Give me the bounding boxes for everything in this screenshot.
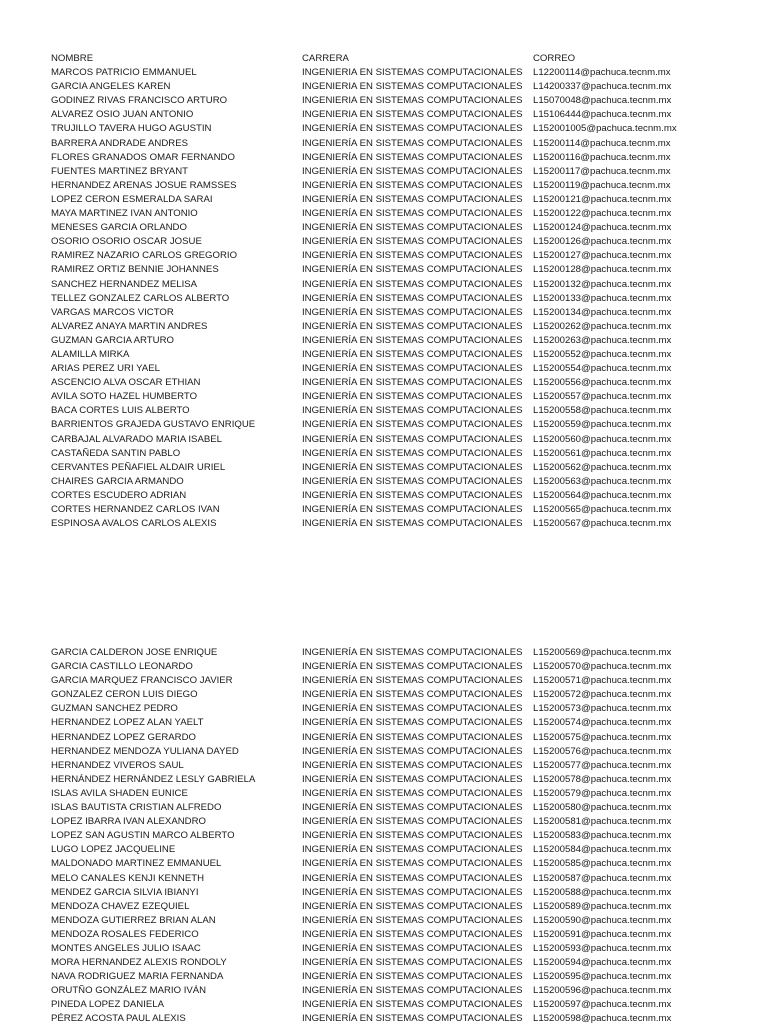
cell-nombre: HERNANDEZ VIVEROS SAUL [51,759,184,771]
cell-nombre: MELO CANALES KENJI KENNETH [51,872,205,884]
cell-carrera: INGENIERÍA EN SISTEMAS COMPUTACIONALES [302,264,523,276]
cell-correo: L15200580@pachuca.tecnm.mx [533,802,672,814]
cell-carrera: INGENIERIA EN SISTEMAS COMPUTACIONALES [302,95,523,107]
cell-carrera: INGENIERÍA EN SISTEMAS COMPUTACIONALES [302,787,523,799]
cell-correo: L15200573@pachuca.tecnm.mx [533,703,672,715]
table-row [51,984,768,998]
cell-carrera: INGENIERÍA EN SISTEMAS COMPUTACIONALES [302,689,523,701]
cell-nombre: VARGAS MARCOS VICTOR [51,306,174,318]
cell-nombre: SANCHEZ HERNANDEZ MELISA [51,278,198,290]
table-row [51,489,768,503]
cell-carrera: INGENIERÍA EN SISTEMAS COMPUTACIONALES [302,348,523,360]
cell-nombre: ESPINOSA AVALOS CARLOS ALEXIS [51,518,217,530]
table-row [51,306,768,320]
cell-nombre: GUZMAN SANCHEZ PEDRO [51,703,178,715]
cell-carrera: INGENIERÍA EN SISTEMAS COMPUTACIONALES [302,461,523,473]
cell-carrera: INGENIERÍA EN SISTEMAS COMPUTACIONALES [302,292,523,304]
cell-correo: L15200567@pachuca.tecnm.mx [533,518,672,530]
table-body-top [51,66,768,531]
cell-carrera: INGENIERÍA EN SISTEMAS COMPUTACIONALES [302,363,523,375]
cell-carrera: INGENIERÍA EN SISTEMAS COMPUTACIONALES [302,731,523,743]
table-row [51,165,768,179]
header-carrera: CARRERA [302,53,349,64]
table-row [51,857,768,871]
cell-carrera: INGENIERÍA EN SISTEMAS COMPUTACIONALES [302,377,523,389]
cell-correo: L15200133@pachuca.tecnm.mx [533,292,672,304]
cell-carrera: INGENIERIA EN SISTEMAS COMPUTACIONALES [302,67,523,79]
cell-nombre: GARCIA ANGELES KAREN [51,81,171,93]
cell-nombre: ISLAS AVILA SHADEN EUNICE [51,787,188,799]
cell-correo: L12200114@pachuca.tecnm.mx [533,67,671,79]
cell-nombre: MONTES ANGELES JULIO ISAAC [51,942,201,954]
cell-correo: L15200114@pachuca.tecnm.mx [533,137,671,149]
cell-nombre: OSORIO OSORIO OSCAR JOSUE [51,236,202,248]
cell-carrera: INGENIERÍA EN SISTEMAS COMPUTACIONALES [302,1013,523,1025]
header-nombre: NOMBRE [51,53,94,64]
cell-correo: L15200559@pachuca.tecnm.mx [533,419,672,431]
table-row [51,517,768,531]
cell-correo: L15200562@pachuca.tecnm.mx [533,461,672,473]
table-row [51,334,768,348]
cell-nombre: TELLEZ GONZALEZ CARLOS ALBERTO [51,292,230,304]
cell-nombre: ASCENCIO ALVA OSCAR ETHIAN [51,377,201,389]
cell-nombre: MENESES GARCIA ORLANDO [51,222,187,234]
cell-correo: L15200119@pachuca.tecnm.mx [533,179,671,191]
cell-correo: L15070048@pachuca.tecnm.mx [533,95,672,107]
cell-carrera: INGENIERÍA EN SISTEMAS COMPUTACIONALES [302,816,523,828]
table-row [51,801,768,815]
cell-correo: L15200585@pachuca.tecnm.mx [533,858,672,870]
table-row [51,66,768,80]
cell-correo: L15200262@pachuca.tecnm.mx [533,320,672,332]
cell-nombre: GARCIA CALDERON JOSE ENRIQUE [51,647,218,658]
table-row [51,193,768,207]
cell-nombre: ALAMILLA MIRKA [51,348,130,360]
cell-nombre: HERNANDEZ MENDOZA YULIANA DAYED [51,745,239,757]
cell-correo: L15200583@pachuca.tecnm.mx [533,830,672,842]
table-row [51,1012,768,1026]
cell-correo: L15200117@pachuca.tecnm.mx [533,165,671,177]
cell-nombre: ALVAREZ OSIO JUAN ANTONIO [51,109,194,121]
cell-nombre: CARBAJAL ALVARADO MARIA ISABEL [51,433,222,445]
cell-nombre: FLORES GRANADOS OMAR FERNANDO [51,151,235,163]
cell-carrera: INGENIERÍA EN SISTEMAS COMPUTACIONALES [302,745,523,757]
cell-correo: L15200589@pachuca.tecnm.mx [533,900,672,912]
cell-carrera: INGENIERÍA EN SISTEMAS COMPUTACIONALES [302,208,523,220]
header-row [51,52,768,66]
cell-correo: L15200563@pachuca.tecnm.mx [533,475,672,487]
table-row [51,716,768,730]
cell-nombre: RAMIREZ ORTIZ BENNIE JOHANNES [51,264,219,276]
table-row [51,646,768,660]
cell-correo: L15200597@pachuca.tecnm.mx [533,999,672,1011]
cell-nombre: CHAIRES GARCIA ARMANDO [51,475,184,487]
cell-carrera: INGENIERÍA EN SISTEMAS COMPUTACIONALES [302,661,523,673]
table-row [51,151,768,165]
cell-carrera: INGENIERÍA EN SISTEMAS COMPUTACIONALES [302,999,523,1011]
cell-carrera: INGENIERÍA EN SISTEMAS COMPUTACIONALES [302,717,523,729]
cell-nombre: TRUJILLO TAVERA HUGO AGUSTIN [51,123,212,135]
table-row [51,320,768,334]
cell-correo: L15200596@pachuca.tecnm.mx [533,985,672,997]
cell-correo: L15200570@pachuca.tecnm.mx [533,661,672,673]
header-correo: CORREO [533,53,576,64]
cell-carrera: INGENIERÍA EN SISTEMAS COMPUTACIONALES [302,222,523,234]
cell-nombre: CORTES HERNANDEZ CARLOS IVAN [51,504,220,515]
table-row [51,843,768,857]
cell-nombre: CASTAÑEDA SANTIN PABLO [51,447,181,459]
cell-nombre: MENDEZ GARCIA SILVIA IBIANYI [51,886,199,898]
table-row [51,94,768,108]
cell-nombre: BARRERA ANDRADE ANDRES [51,137,189,149]
cell-nombre: LOPEZ CERON ESMERALDA SARAI [51,193,213,205]
cell-carrera: INGENIERÍA EN SISTEMAS COMPUTACIONALES [302,334,523,346]
cell-nombre: MARCOS PATRICIO EMMANUEL [51,67,197,79]
cell-carrera: INGENIERÍA EN SISTEMAS COMPUTACIONALES [302,928,523,940]
cell-nombre: ISLAS BAUTISTA CRISTIAN ALFREDO [51,802,222,814]
cell-nombre: HERNANDEZ LOPEZ ALAN YAELT [51,717,204,729]
cell-carrera: INGENIERÍA EN SISTEMAS COMPUTACIONALES [302,419,523,431]
cell-carrera: INGENIERÍA EN SISTEMAS COMPUTACIONALES [302,858,523,870]
cell-correo: L15200579@pachuca.tecnm.mx [533,787,672,799]
cell-correo: L15200564@pachuca.tecnm.mx [533,489,672,501]
cell-correo: L15200569@pachuca.tecnm.mx [533,647,672,658]
table-row [51,815,768,829]
cell-correo: L14200337@pachuca.tecnm.mx [533,81,672,93]
table-row [51,731,768,745]
cell-correo: L15200595@pachuca.tecnm.mx [533,971,672,983]
cell-correo: L15200554@pachuca.tecnm.mx [533,363,672,375]
cell-carrera: INGENIERÍA EN SISTEMAS COMPUTACIONALES [302,137,523,149]
cell-nombre: CORTES ESCUDERO ADRIAN [51,489,187,501]
table-row [51,80,768,94]
cell-correo: L15200598@pachuca.tecnm.mx [533,1013,672,1025]
cell-nombre: HERNANDEZ LOPEZ GERARDO [51,731,196,743]
cell-correo: L15200594@pachuca.tecnm.mx [533,957,672,969]
cell-carrera: INGENIERIA EN SISTEMAS COMPUTACIONALES [302,81,523,93]
cell-nombre: MENDOZA CHAVEZ EZEQUIEL [51,900,190,912]
cell-nombre: MENDOZA GUTIERREZ BRIAN ALAN [51,914,216,926]
cell-carrera: INGENIERÍA EN SISTEMAS COMPUTACIONALES [302,151,523,163]
cell-carrera: INGENIERÍA EN SISTEMAS COMPUTACIONALES [302,518,523,530]
table-row [51,998,768,1012]
cell-correo: L152001005@pachuca.tecnm.mx [533,123,677,135]
cell-correo: L15200575@pachuca.tecnm.mx [533,731,672,743]
cell-carrera: INGENIERÍA EN SISTEMAS COMPUTACIONALES [302,504,523,515]
cell-correo: L15200128@pachuca.tecnm.mx [533,264,672,276]
table-row [51,263,768,277]
cell-correo: L15200263@pachuca.tecnm.mx [533,334,672,346]
cell-correo: L15200560@pachuca.tecnm.mx [533,433,672,445]
table-row [51,829,768,843]
cell-carrera: INGENIERÍA EN SISTEMAS COMPUTACIONALES [302,675,523,687]
cell-nombre: GONZALEZ CERON LUIS DIEGO [51,689,198,701]
cell-carrera: INGENIERÍA EN SISTEMAS COMPUTACIONALES [302,391,523,403]
cell-carrera: INGENIERÍA EN SISTEMAS COMPUTACIONALES [302,306,523,318]
cell-carrera: INGENIERÍA EN SISTEMAS COMPUTACIONALES [302,179,523,191]
cell-carrera: INGENIERÍA EN SISTEMAS COMPUTACIONALES [302,405,523,417]
table-row [51,278,768,292]
cell-nombre: PINEDA LOPEZ DANIELA [51,999,165,1011]
table-body-bottom [51,646,768,1027]
table-row [51,914,768,928]
cell-nombre: GUZMAN GARCIA ARTURO [51,334,174,346]
cell-nombre: MAYA MARTINEZ IVAN ANTONIO [51,208,198,220]
table-row [51,122,768,136]
cell-correo: L15200124@pachuca.tecnm.mx [533,222,672,234]
cell-carrera: INGENIERÍA EN SISTEMAS COMPUTACIONALES [302,165,523,177]
cell-nombre: ALVAREZ ANAYA MARTIN ANDRES [51,320,208,332]
cell-correo: L15200126@pachuca.tecnm.mx [533,236,672,248]
table-row [51,461,768,475]
cell-nombre: ORUTÑO GONZÁLEZ MARIO IVÁN [51,985,207,997]
cell-carrera: INGENIERÍA EN SISTEMAS COMPUTACIONALES [302,278,523,290]
cell-correo: L15200584@pachuca.tecnm.mx [533,844,672,856]
cell-correo: L15200572@pachuca.tecnm.mx [533,689,672,701]
cell-nombre: LUGO LOPEZ JACQUELINE [51,844,176,856]
cell-correo: L15200558@pachuca.tecnm.mx [533,405,672,417]
cell-nombre: BARRIENTOS GRAJEDA GUSTAVO ENRIQUE [51,419,256,431]
cell-nombre: HERNÁNDEZ HERNÁNDEZ LESLY GABRIELA [51,773,256,785]
cell-correo: L15200571@pachuca.tecnm.mx [533,675,672,687]
cell-carrera: INGENIERÍA EN SISTEMAS COMPUTACIONALES [302,250,523,262]
table-row [51,249,768,263]
cell-nombre: CERVANTES PEÑAFIEL ALDAIR URIEL [51,461,226,473]
cell-nombre: GARCIA MARQUEZ FRANCISCO JAVIER [51,675,233,687]
table-row [51,503,768,517]
cell-correo: L15200127@pachuca.tecnm.mx [533,250,672,262]
cell-carrera: INGENIERÍA EN SISTEMAS COMPUTACIONALES [302,759,523,771]
cell-carrera: INGENIERIA EN SISTEMAS COMPUTACIONALES [302,109,523,121]
cell-correo: L15200122@pachuca.tecnm.mx [533,208,672,220]
table-row [51,660,768,674]
table-row [51,688,768,702]
cell-carrera: INGENIERÍA EN SISTEMAS COMPUTACIONALES [302,447,523,459]
cell-carrera: INGENIERÍA EN SISTEMAS COMPUTACIONALES [302,971,523,983]
cell-carrera: INGENIERÍA EN SISTEMAS COMPUTACIONALES [302,957,523,969]
cell-nombre: AVILA SOTO HAZEL HUMBERTO [51,391,198,403]
table-row [51,447,768,461]
cell-carrera: INGENIERÍA EN SISTEMAS COMPUTACIONALES [302,433,523,445]
cell-carrera: INGENIERÍA EN SISTEMAS COMPUTACIONALES [302,985,523,997]
cell-carrera: INGENIERÍA EN SISTEMAS COMPUTACIONALES [302,802,523,814]
cell-nombre: HERNANDEZ ARENAS JOSUE RAMSSES [51,179,237,191]
table-row [51,475,768,489]
cell-correo: L15200121@pachuca.tecnm.mx [533,193,672,205]
cell-carrera: INGENIERÍA EN SISTEMAS COMPUTACIONALES [302,872,523,884]
cell-carrera: INGENIERÍA EN SISTEMAS COMPUTACIONALES [302,703,523,715]
cell-carrera: INGENIERÍA EN SISTEMAS COMPUTACIONALES [302,773,523,785]
cell-nombre: FUENTES MARTINEZ BRYANT [51,165,188,177]
table-row [51,886,768,900]
cell-nombre: PÉREZ ACOSTA PAUL ALEXIS [51,1013,186,1025]
cell-carrera: INGENIERÍA EN SISTEMAS COMPUTACIONALES [302,123,523,135]
cell-correo: L15200134@pachuca.tecnm.mx [533,306,672,318]
table-row [51,221,768,235]
cell-nombre: GODINEZ RIVAS FRANCISCO ARTURO [51,95,228,107]
cell-carrera: INGENIERÍA EN SISTEMAS COMPUTACIONALES [302,489,523,501]
cell-correo: L15200556@pachuca.tecnm.mx [533,377,672,389]
cell-nombre: RAMIREZ NAZARIO CARLOS GREGORIO [51,250,238,262]
table-row [51,970,768,984]
cell-carrera: INGENIERÍA EN SISTEMAS COMPUTACIONALES [302,942,523,954]
cell-correo: L15200590@pachuca.tecnm.mx [533,914,672,926]
cell-nombre: BACA CORTES LUIS ALBERTO [51,405,190,417]
table-row [51,433,768,447]
cell-correo: L15200552@pachuca.tecnm.mx [533,348,672,360]
cell-correo: L15200593@pachuca.tecnm.mx [533,942,672,954]
table-row [51,745,768,759]
cell-correo: L15200587@pachuca.tecnm.mx [533,872,672,884]
table-row [51,787,768,801]
table-row [51,773,768,787]
table-row [51,759,768,773]
table-row [51,390,768,404]
cell-carrera: INGENIERÍA EN SISTEMAS COMPUTACIONALES [302,900,523,912]
cell-nombre: MENDOZA ROSALES FEDERICO [51,928,199,940]
cell-correo: L15200116@pachuca.tecnm.mx [533,151,671,163]
table-row [51,235,768,249]
table-row [51,956,768,970]
table-row [51,362,768,376]
cell-correo: L15200577@pachuca.tecnm.mx [533,759,672,771]
cell-nombre: GARCIA CASTILLO LEONARDO [51,661,193,673]
cell-correo: L15200588@pachuca.tecnm.mx [533,886,672,898]
cell-nombre: MALDONADO MARTINEZ EMMANUEL [51,858,222,870]
table-row [51,137,768,151]
table-row [51,292,768,306]
cell-carrera: INGENIERÍA EN SISTEMAS COMPUTACIONALES [302,647,523,658]
table-row [51,942,768,956]
table-bottom [51,646,768,1027]
cell-correo: L15200557@pachuca.tecnm.mx [533,391,672,403]
cell-carrera: INGENIERÍA EN SISTEMAS COMPUTACIONALES [302,886,523,898]
cell-carrera: INGENIERÍA EN SISTEMAS COMPUTACIONALES [302,320,523,332]
cell-correo: L15200576@pachuca.tecnm.mx [533,745,672,757]
cell-nombre: ARIAS PEREZ URI YAEL [51,363,160,375]
cell-nombre: NAVA RODRIGUEZ MARIA FERNANDA [51,971,224,983]
cell-carrera: INGENIERÍA EN SISTEMAS COMPUTACIONALES [302,193,523,205]
table-row [51,108,768,122]
cell-carrera: INGENIERÍA EN SISTEMAS COMPUTACIONALES [302,830,523,842]
table-row [51,674,768,688]
cell-nombre: MORA HERNANDEZ ALEXIS RONDOLY [51,957,227,969]
cell-carrera: INGENIERÍA EN SISTEMAS COMPUTACIONALES [302,914,523,926]
table-row [51,376,768,390]
cell-correo: L15200581@pachuca.tecnm.mx [533,816,672,828]
table-row [51,179,768,193]
cell-correo: L15200578@pachuca.tecnm.mx [533,773,672,785]
cell-correo: L15200574@pachuca.tecnm.mx [533,717,672,729]
cell-correo: L15200591@pachuca.tecnm.mx [533,928,672,940]
table-row [51,702,768,716]
table-row [51,418,768,432]
table-row [51,928,768,942]
cell-correo: L15200132@pachuca.tecnm.mx [533,278,672,290]
cell-correo: L15106444@pachuca.tecnm.mx [533,109,672,121]
cell-nombre: LOPEZ SAN AGUSTIN MARCO ALBERTO [51,830,235,842]
cell-correo: L15200565@pachuca.tecnm.mx [533,504,672,515]
table-row [51,348,768,362]
cell-carrera: INGENIERÍA EN SISTEMAS COMPUTACIONALES [302,475,523,487]
table-row [51,404,768,418]
table-row [51,900,768,914]
cell-correo: L15200561@pachuca.tecnm.mx [533,447,672,459]
table-top [51,52,768,531]
table-row [51,207,768,221]
table-row [51,872,768,886]
cell-carrera: INGENIERÍA EN SISTEMAS COMPUTACIONALES [302,236,523,248]
cell-nombre: LOPEZ IBARRA IVAN ALEXANDRO [51,816,206,828]
cell-carrera: INGENIERÍA EN SISTEMAS COMPUTACIONALES [302,844,523,856]
